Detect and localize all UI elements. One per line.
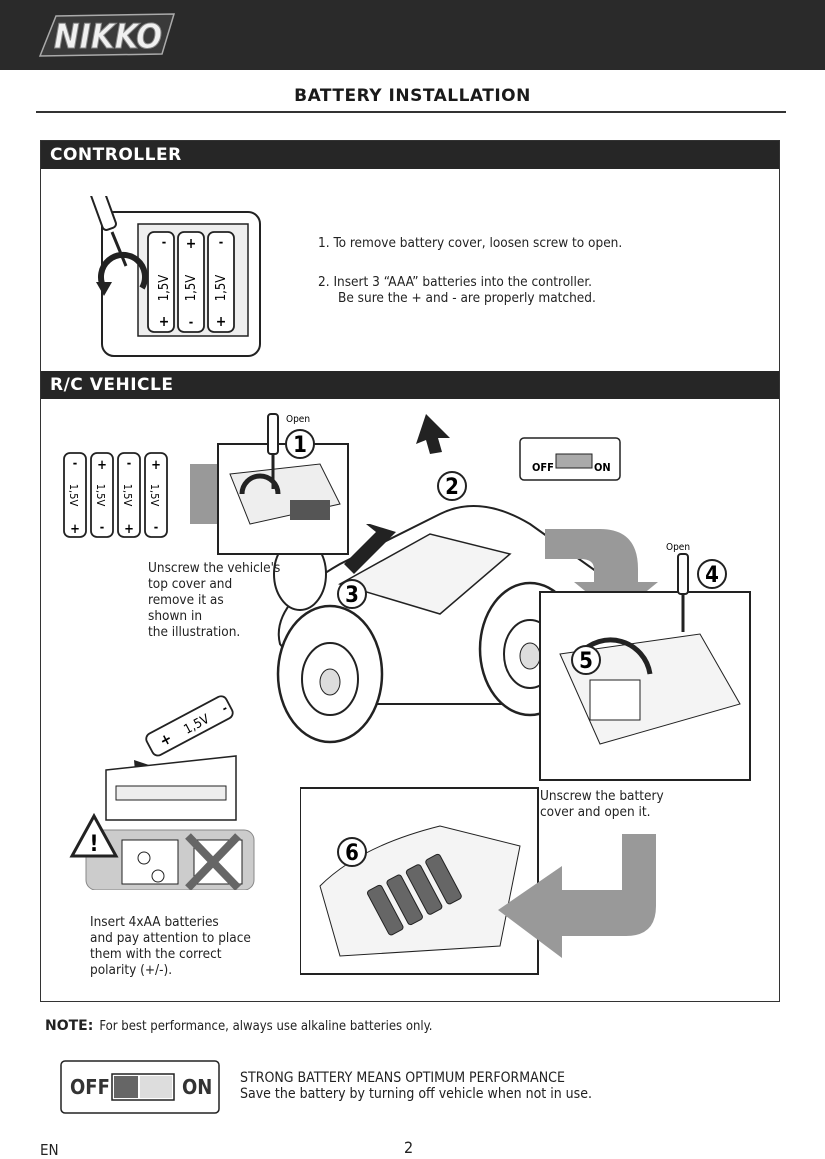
svg-text:1,5V: 1,5V (157, 274, 172, 302)
svg-text:+: + (124, 522, 134, 537)
screwdriver-icon (268, 414, 278, 454)
power-switch-illustration (60, 1060, 220, 1114)
step-4-number: 4 (705, 563, 719, 588)
svg-text:1,5V: 1,5V (184, 274, 199, 302)
aaa-battery-3 (208, 232, 234, 332)
svg-text:-: - (72, 456, 78, 470)
aaa-battery-1 (148, 232, 174, 332)
step-1-number: 1 (293, 433, 307, 458)
svg-text:1,5V: 1,5V (181, 711, 213, 738)
open-label-2: Open (666, 542, 691, 553)
svg-text:ON: ON (594, 461, 611, 474)
svg-text:+: + (215, 314, 227, 330)
caption-unscrew-top: Unscrew the vehicle's top cover and remove it as shown in the illustration. (148, 560, 281, 640)
svg-text:-: - (188, 315, 194, 329)
svg-text:1,5V: 1,5V (67, 483, 80, 507)
caption-insert-batteries: Insert 4xAA batteries and pay attention to place them with the correct polarity (+/-). (90, 914, 251, 978)
svg-text:!: ! (89, 832, 99, 857)
note-text: For best performance, always use alkaline batteries only. (99, 1019, 433, 1034)
aa-batteries-group (58, 445, 178, 545)
svg-text:1,5V: 1,5V (148, 483, 161, 507)
svg-text:+: + (70, 522, 80, 537)
svg-text:-: - (99, 520, 105, 534)
battery-insert-illustration (66, 690, 266, 890)
note-label: NOTE: (45, 1018, 94, 1034)
svg-text:-: - (126, 456, 132, 470)
page-title: BATTERY INSTALLATION (294, 86, 531, 106)
step-3-number: 3 (345, 583, 359, 608)
svg-text:-: - (219, 701, 230, 716)
svg-text:+: + (97, 458, 107, 473)
svg-text:+: + (151, 458, 161, 473)
svg-text:-: - (153, 520, 159, 534)
switch-off-label: OFF (70, 1075, 110, 1099)
footer-language: EN (40, 1141, 59, 1159)
svg-text:+: + (185, 236, 197, 252)
controller-step-2: 2. Insert 3 “AAA” batteries into the controller. Be sure the + and - are properly matched. (318, 274, 596, 306)
caption-unscrew-battery: Unscrew the battery cover and open it. (540, 788, 664, 820)
arrow-up-icon (416, 414, 450, 454)
controller-battery-illustration (90, 196, 270, 362)
brand-text: NIKKO (53, 17, 163, 57)
step-6-number: 6 (345, 841, 359, 866)
svg-text:1,5V: 1,5V (214, 274, 229, 302)
svg-text:-: - (161, 235, 167, 249)
open-label-1: Open (286, 414, 311, 425)
nikko-logo (34, 6, 184, 66)
battery-tip-line1: STRONG BATTERY MEANS OPTIMUM PERFORMANCE (240, 1070, 565, 1086)
note (45, 1018, 432, 1034)
svg-text:1,5V: 1,5V (94, 483, 107, 507)
title-divider (36, 111, 786, 113)
svg-text:OFF: OFF (532, 461, 554, 474)
controller-section-title: CONTROLLER (41, 141, 779, 169)
svg-text:+: + (156, 729, 176, 751)
battery-tip-line2: Save the battery by turning off vehicle when not in use. (240, 1086, 592, 1102)
aaa-battery-2 (178, 232, 204, 332)
svg-text:-: - (218, 235, 224, 249)
step-5-number: 5 (579, 649, 593, 674)
svg-text:1,5V: 1,5V (121, 483, 134, 507)
battery-compartment-illustration (300, 786, 660, 976)
footer-page-number: 2 (404, 1138, 414, 1157)
vehicle-section-title: R/C VEHICLE (41, 371, 779, 399)
svg-text:+: + (158, 314, 170, 330)
switch-on-label: ON (182, 1075, 213, 1099)
step-2-number: 2 (445, 475, 459, 500)
battery-tip (240, 1070, 592, 1102)
controller-step-1: 1. To remove battery cover, loosen screw to open. (318, 235, 623, 251)
